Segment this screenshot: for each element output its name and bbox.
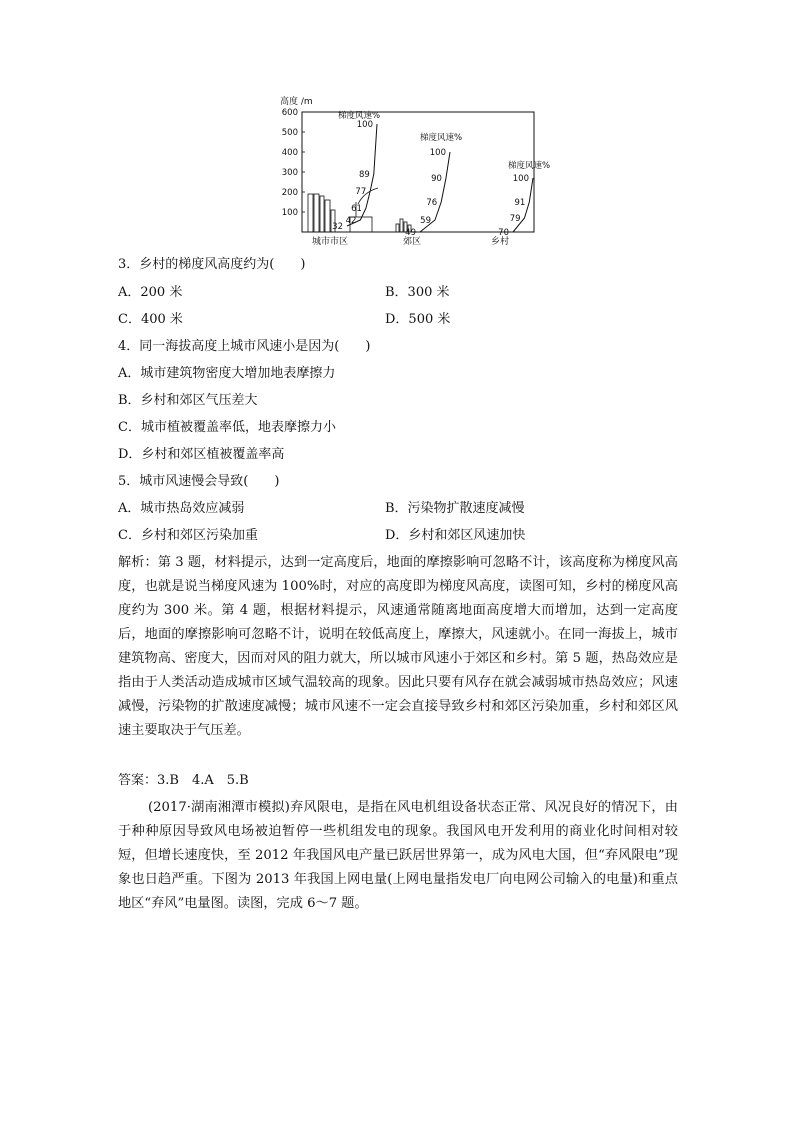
series-label: 梯度风速%: [338, 111, 381, 121]
category-label: 城市市区: [311, 237, 349, 247]
chart-svg: [272, 92, 551, 247]
q5-stem: 5．城市风速慢会导致( ): [118, 474, 280, 489]
q3-option-a[interactable]: A．200 米: [118, 285, 183, 300]
y-tick-label: 200: [281, 188, 298, 198]
q5-option-d[interactable]: D．乡村和郊区风速加快: [385, 528, 526, 543]
data-label: 100: [512, 174, 529, 184]
y-axis-label: 高度 /m: [280, 97, 313, 107]
y-tick-label: 100: [281, 208, 298, 218]
data-label: 76: [426, 198, 438, 208]
analysis-paragraph: 解析：第 3 题，材料提示，达到一定高度后，地面的摩擦影响可忽略不计，该高度称为梯度风高度，也就是说当梯度风速为 100%时，对应的高度即为梯度风高度，读图可知，乡村的梯度风高度约为 300 米。第 4 题，根据材料提示，风速通常随离地面高度增大而增加，达到一定高度后，地面的摩擦影响可忽略不计，说明在较低高度上，摩擦大，风速就小。在同一海拔上，城市建筑物高、密度大，因而对风的阻力就大，所以城市风速小于郊区和乡村。第 5 题，热岛效应是指由于人类活动造成城市区域气温较高的现象。因此只要有风存在就会减弱城市热岛效应；风速减慢，污染物的扩散速度减慢；城市风速不一定会直接导致乡村和郊区污染加重，乡村和郊区风速主要取决于气压差。: [118, 555, 678, 738]
data-label: 100: [356, 120, 373, 130]
intro-paragraph: (2017·湖南湘潭市模拟)弃风限电，是指在风电机组设备状态正常、风况良好的情况下，由于种种原因导致风电场被迫暂停一些机组发电的现象。我国风电开发利用的商业化时间相对较短，但增长速度快，至 2012 年我国风电产量已跃居世界第一，成为风电大国，但“弃风限电”现象也日趋严重。下图为 2013 年我国上网电量(上网电量指发电厂向电网公司输入的电量)和重点地区“弃风”电量图。读图，完成 6～7 题。: [118, 800, 678, 911]
q4-option-a[interactable]: A．城市建筑物密度大增加地表摩擦力: [118, 366, 336, 381]
data-label: 70: [498, 228, 509, 238]
series-label: 梯度风速%: [420, 133, 463, 143]
data-label: 91: [514, 198, 526, 208]
q4-option-b[interactable]: B．乡村和郊区气压差大: [118, 393, 258, 408]
q3-option-b[interactable]: B．300 米: [385, 285, 450, 300]
data-label: 90: [431, 174, 442, 184]
y-tick-label: 400: [281, 148, 298, 158]
q5-option-b[interactable]: B．污染物扩散速度减慢: [385, 501, 525, 516]
plot-frame: [302, 112, 534, 232]
wind-speed-height-chart: [272, 92, 551, 247]
q4-option-d[interactable]: D．乡村和郊区植被覆盖率高: [118, 447, 285, 462]
category-label: 郊区: [402, 237, 422, 247]
data-label: 79: [509, 214, 521, 224]
answer-line: 答案：3.B 4.A 5.B: [118, 773, 249, 788]
q3-option-c[interactable]: C．400 米: [118, 312, 183, 327]
y-tick-label: 300: [281, 168, 298, 178]
data-label: 42: [345, 216, 357, 226]
series-label: 梯度风速%: [508, 161, 551, 171]
q5-option-a[interactable]: A．城市热岛效应减弱: [118, 501, 245, 516]
city-buildings: [308, 188, 378, 232]
category-label: 乡村: [490, 237, 510, 247]
data-label: 100: [429, 148, 446, 158]
y-tick-label: 600: [281, 108, 298, 118]
data-label: 59: [420, 216, 431, 226]
data-label: 77: [355, 187, 367, 197]
y-tick-label: 500: [281, 128, 298, 138]
q4-stem: 4．同一海拔高度上城市风速小是因为( ): [118, 339, 371, 354]
q3-stem: 3．乡村的梯度风高度约为( ): [118, 257, 306, 272]
q3-option-d[interactable]: D．500 米: [385, 312, 451, 327]
data-label: 32: [332, 222, 343, 232]
q5-option-c[interactable]: C．乡村和郊区污染加重: [118, 528, 258, 543]
data-label: 89: [359, 170, 370, 180]
q4-option-c[interactable]: C．城市植被覆盖率低，地表摩擦力小: [118, 420, 336, 435]
data-label: 61: [351, 204, 362, 214]
data-label: 49: [405, 228, 416, 238]
